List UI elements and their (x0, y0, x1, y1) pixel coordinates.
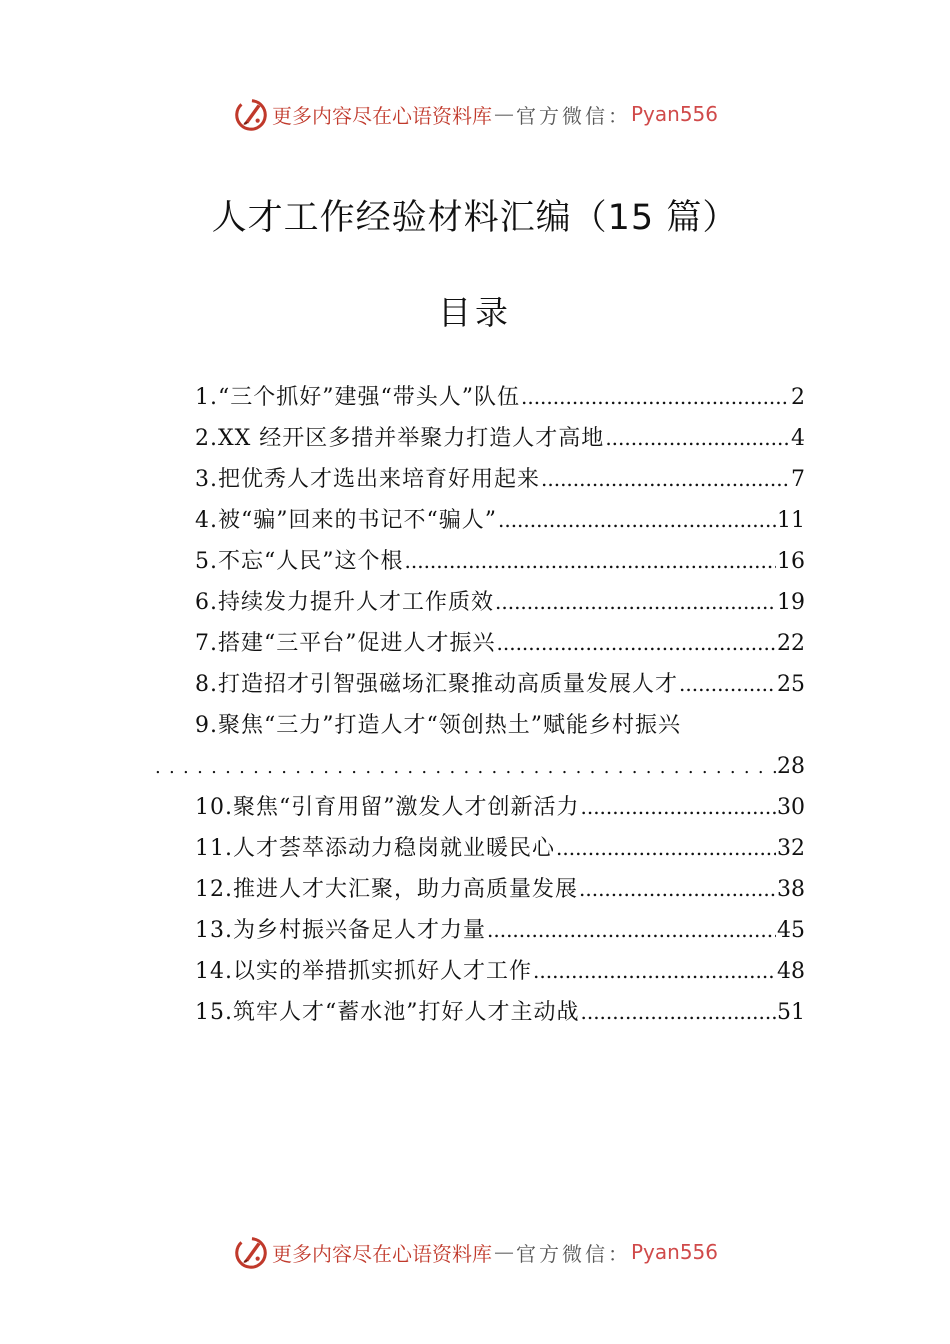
toc-item-1[interactable] (195, 377, 805, 418)
brush-circle-logo-icon (232, 95, 270, 133)
toc-item-text: 10.聚焦“引育用留”激发人才创新活力 (195, 795, 580, 820)
toc-item-12[interactable] (195, 869, 805, 910)
toc-item-text: 11.人才荟萃添动力稳岗就业暖民心 (195, 836, 555, 861)
banner-wechat-label: 官方微信： (515, 103, 631, 128)
toc-item-5[interactable] (195, 541, 805, 582)
toc-page-number: 48 (777, 959, 805, 984)
toc-item-7[interactable] (195, 623, 805, 664)
toc-heading: 目录 (438, 293, 512, 332)
toc-item-text: 2.XX 经开区多措并举聚力打造人才高地 (195, 426, 605, 451)
toc-item-8[interactable] (195, 664, 805, 705)
toc-dot-leader (521, 377, 790, 418)
banner-separator: — (493, 102, 514, 126)
toc-dot-leader (498, 500, 776, 541)
toc-item-13[interactable] (195, 910, 805, 951)
toc-dot-leader (541, 459, 790, 500)
toc-dot-leader (580, 787, 776, 828)
toc-dot-leader (487, 910, 776, 951)
toc-item-text: 12.推进人才大汇聚，助力高质量发展 (195, 877, 578, 902)
toc-page-number: 7 (791, 467, 805, 492)
toc-item-text: 3.把优秀人才选出来培育好用起来 (195, 467, 540, 492)
toc-page-number: 19 (777, 590, 805, 615)
toc-page-number: 28 (777, 754, 805, 779)
banner-wechat-label: 官方微信： (515, 1241, 631, 1266)
toc-dot-leader (579, 869, 776, 910)
toc-item-11[interactable] (195, 828, 805, 869)
toc-page-number: 4 (791, 426, 805, 451)
toc-item-10[interactable] (195, 787, 805, 828)
toc-item-text: 6.持续发力提升人才工作质效 (195, 590, 494, 615)
toc-item-15[interactable] (195, 992, 805, 1033)
toc-dot-leader (533, 951, 776, 992)
toc-dot-leader (495, 582, 776, 623)
toc-page-number: 2 (791, 385, 805, 410)
toc-item-text: 5.不忘“人民”这个根 (195, 549, 404, 574)
banner-library-text: 更多内容尽在心语资料库 (271, 103, 492, 128)
toc-item-text: 8.打造招才引智强磁场汇聚推动高质量发展人才 (195, 672, 678, 697)
toc-item-text: 4.被“骗”回来的书记不“骗人” (195, 508, 497, 533)
toc-page-number: 22 (777, 631, 805, 656)
table-of-contents (195, 377, 805, 1033)
footer-banner (0, 1230, 950, 1274)
toc-item-4[interactable] (195, 500, 805, 541)
toc-page-number: 45 (777, 918, 805, 943)
toc-dot-leader (405, 541, 777, 582)
toc-dot-leader (155, 747, 777, 788)
brush-circle-logo-icon (232, 1233, 270, 1271)
document-title: 人才工作经验材料汇编（15 篇） (211, 198, 739, 238)
toc-item-text: 14.以实的举措抓实抓好人才工作 (195, 959, 532, 984)
toc-item-text: 7.搭建“三平台”促进人才振兴 (195, 631, 496, 656)
toc-page-number: 30 (777, 795, 805, 820)
toc-item-14[interactable] (195, 951, 805, 992)
toc-dot-leader (679, 664, 776, 705)
toc-page-number: 11 (777, 508, 805, 533)
toc-page-number: 38 (777, 877, 805, 902)
toc-dot-leader (497, 623, 777, 664)
banner-separator: — (493, 1240, 514, 1264)
toc-page-number: 51 (777, 1000, 805, 1025)
toc-dot-leader (605, 418, 790, 459)
toc-item-text: 13.为乡村振兴备足人才力量 (195, 918, 486, 943)
toc-item-9[interactable] (195, 705, 805, 787)
toc-page-number: 25 (777, 672, 805, 697)
toc-page-number: 32 (777, 836, 805, 861)
toc-dot-leader (556, 828, 776, 869)
toc-page-number: 16 (777, 549, 805, 574)
header-banner (0, 92, 950, 136)
banner-library-text: 更多内容尽在心语资料库 (271, 1241, 492, 1266)
toc-item-6[interactable] (195, 582, 805, 623)
banner-wechat-id: Pyan556 (630, 102, 718, 126)
toc-item-2[interactable] (195, 418, 805, 459)
banner-wechat-id: Pyan556 (630, 1240, 718, 1264)
toc-item-text: 15.筑牢人才“蓄水池”打好人才主动战 (195, 1000, 580, 1025)
toc-item-text: 9.聚焦“三力”打造人才“领创热土”赋能乡村振兴 (195, 713, 681, 738)
toc-item-3[interactable] (195, 459, 805, 500)
toc-dot-leader (580, 992, 776, 1033)
toc-item-text: 1.“三个抓好”建强“带头人”队伍 (195, 385, 520, 410)
